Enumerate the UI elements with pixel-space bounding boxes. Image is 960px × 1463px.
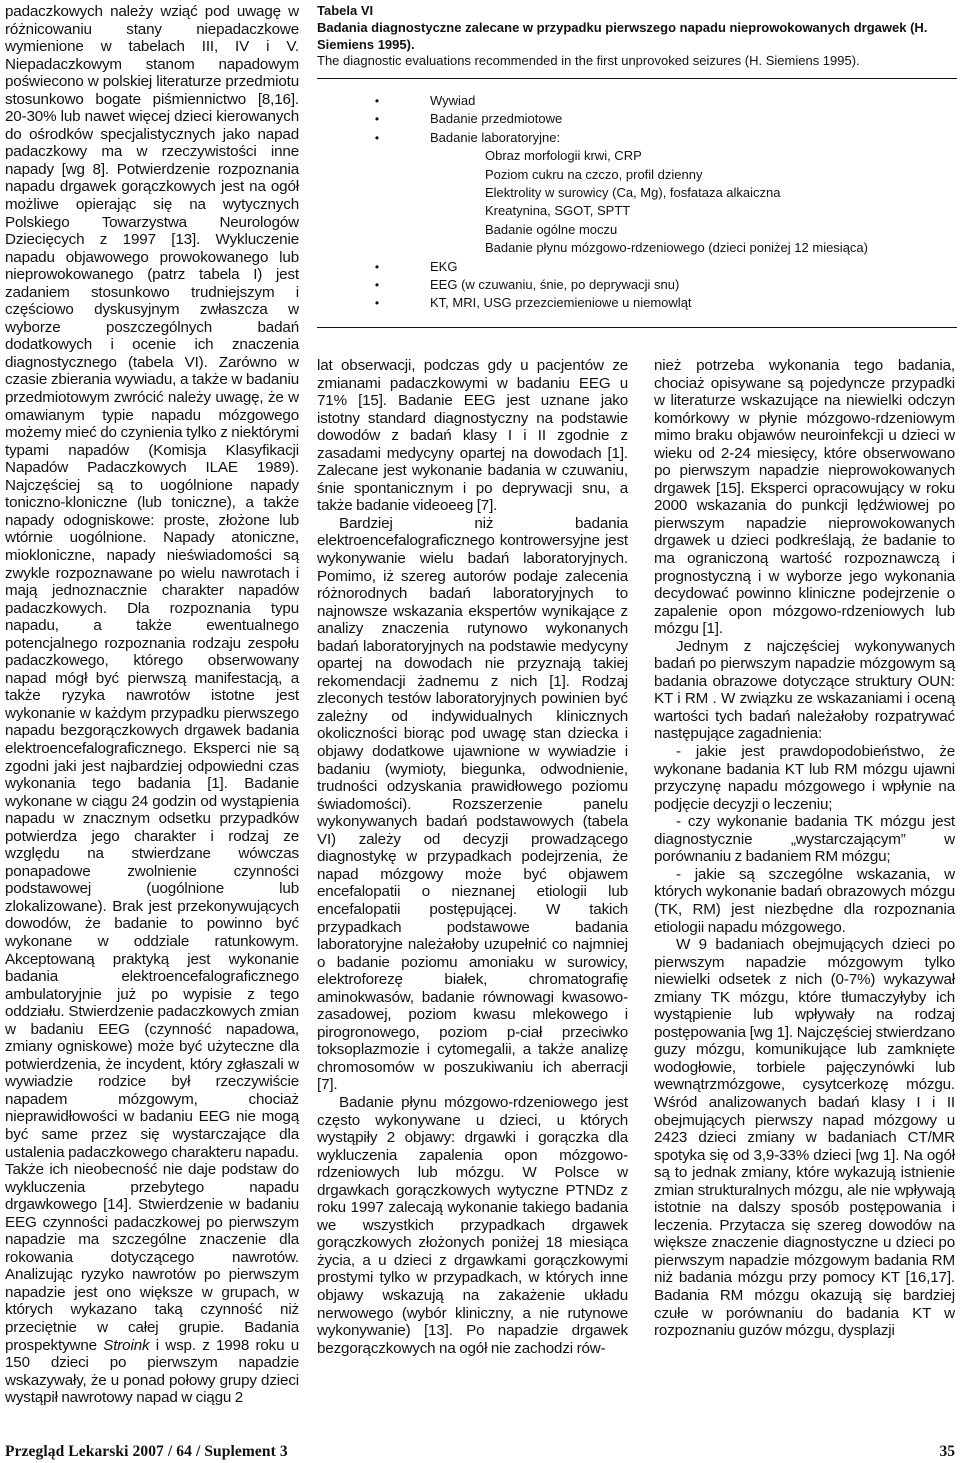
middle-text-column xyxy=(317,357,628,1357)
table-item-label: KT, MRI, USG przezciemieniowe u niemowląt xyxy=(430,295,692,311)
mid-paragraph-2: Bardziej niż badania elektroencefalograficznego kontrowersyjne jest wykonywanie wielu badań laboratoryjnych. Pomimo, iż szereg autorów podaje zalecenia różnorodnych badań laboratoryjnych to najnowsze wskazania ekspertów wynikające z analizy znaczenia rutynowo wykonanych badań laboratoryjnych na podstawie medycyny opartej na dowodach nie przyznają takiej rekomendacji żadnemu z nich [1]. Rodzaj zleconych testów laboratoryjnych powinien być zależny od indywidualnych klinicznych okoliczności biorąc pod uwagę stan dziecka i objawy dodatkowe ujawnione w wywiadzie i badaniu (wymioty, biegunka, odwodnienie, trudności odzyskania prawidłowego poziomu świadomości). Rozszerzenie panelu wykonywanych badań podstawowych (tabela VI) zależy od decyzji prowadzącego diagnostykę w przypadkach podejrzenia, że napad mózgowy może być objawem encefalopatii o nieznanej etiologii lub encefalopatii postępującej. W takich przypadkach podstawowe badania laboratoryjne należałoby uzupełnić co najmniej o badanie poziomu amoniaku w surowicy, elektroforezę białek, chromatografię aminokwasów, badanie równowagi kwasowo-zasadowej, poziom kwasu mlekowego i pirogronowego, poziom p-ciał przeciwko toksoplazmozie i cytomegalii, a także analizę chromosomów w poszukiwaniu ich aberracji [7]. xyxy=(317,514,628,1094)
table-title-english: The diagnostic evaluations recommended in the first unprovoked seizures (H. Siemiens 1995). xyxy=(317,53,860,68)
bullet-icon: • xyxy=(374,112,380,127)
table-item-label: EEG (w czuwaniu, śnie, po deprywacji snu) xyxy=(430,276,680,292)
mid-paragraph-3: Badanie płynu mózgowo-rdzeniowego jest często wykonywane u dzieci, u których wystąpiły 2 objawy: drgawki i gorączka dla wykluczenia zapalenia opon mózgowo-rdzeniowych lub mózgu. W Polsce w drgawkach gorączkowych wytyczne PTNDz z roku 1997 zalecają wykonanie takiego badania we wszystkich przypadkach drgawek gorączkowych złożonych poniżej 18 miesiąca życia, a u dzieci z drgawkami gorączkowymi prostymi tylko w przypadkach, w których inne objawy wskazują na zakażenie układu nerwowego (wybór kliniczny, a nie rutynowe wykonywanie) [13]. Po napadzie drgawek bezgorączkowych na ogół nie zachodzi rów- xyxy=(317,1093,628,1357)
table-top-rule xyxy=(317,78,957,79)
right-paragraph-3: W 9 badaniach obejmujących dzieci po pierwszym napadzie mózgowym tylko niewielki odsetek z nich (0-7%) wykazywał zmiany TK mózgu, które tłumaczyłyby ich wystąpienie lub wpływały na rodzaj postępowania [wg 1]. Najczęściej stwierdzano guzy mózgu, komunikujące lub zamknięte wodogłowie, torbiele pajęczynówki lub wewnątrzmózgowe, cysytcerkozę mózgu. Wśród analizowanych badań klasy I i II obejmujących pierwszy napad mózgowy u 2423 dzieci zmiany w badaniach CT/MR spotyka się od 3,9-33% dzieci [wg 1]. Na ogół są to jednak zmiany, które wykazują istnienie zmian strukturalnych mózgu, ale nie wpływają istotnie na dalszy sposób postępowania i leczenia. Przytacza się szereg dowodów na większe znaczenie diagnostyczne u dzieci po pierwszym napadzie mózgowym badania RM niż badania mózgu przy pomocy KT [16,17]. Badania RM mózgu okazują się bardziej czułe w porównaniu do badania KT w rozpoznaniu guzów mózgu, dysplazji xyxy=(654,936,955,1340)
table-item xyxy=(372,276,952,294)
table-subitem: Kreatynina, SGOT, SPTT xyxy=(485,203,631,219)
bullet-icon: • xyxy=(374,259,380,274)
right-paragraph-2: Jednym z najczęściej wykonywanych badań po pierwszym napadzie mózgowym są badania obrazowe dotyczące struktury OUN: KT i RM . W związku ze wskazaniami i oceną wartości tych badań należałoby rozpatrywać następujące zagadnienia: xyxy=(654,637,955,743)
bullet-icon: • xyxy=(374,277,380,292)
left-paragraph-1 xyxy=(5,3,299,1407)
table-item-label: Wywiad xyxy=(430,93,476,108)
question-item-1: - jakie jest prawdopodobieństwo, że wykonane badania KT lub RM mózgu ujawni przyczynę napadu mózgowego i wpłynie na podjęcie decyzji o leczeniu; xyxy=(654,743,955,813)
table-label: Tabela VI xyxy=(317,3,374,18)
table-subitem: Obraz morfologii krwi, CRP xyxy=(485,148,642,164)
table-item-label: Badanie laboratoryjne: xyxy=(430,129,561,145)
table-item xyxy=(372,129,952,147)
table-bottom-rule xyxy=(317,327,957,328)
table-vi xyxy=(317,3,957,343)
right-text-column xyxy=(654,357,955,1340)
right-paragraph-1: nież potrzeba wykonania tego badania, chociaż opisywane są pojedyncze przypadki w literaturze wskazujące na niewielki odczyn komórkowy w płynie mózgowo-rdzeniowym mimo braku objawów neuroinfekcji u dzieci w wieku od 2-24 miesięcy, które obserwowano po pierwszym napadzie nieprowokowanych drgawek [15]. Eksperci opracowujący w roku 2000 wskazania do punkcji lędźwiowej po pierwszym napadzie nieprowokowanych drgawek u dzieci podkreślają, że badanie to ma ograniczoną wartość rozpoznawczą i prognostyczną i w wyborze jego wykonania decydować powinno kliniczne podejrzenie o zapalenie opon mózgowo-rdzeniowych lub mózgu [1]. xyxy=(654,357,955,638)
left-paragraph-1-tail: i wsp. z 1998 roku u 150 dzieci po pierwszym napadzie wskazywały, że u ponad połowy grupy dzieci wystąpił nawrotowy napad w ciągu 2 xyxy=(5,1336,299,1407)
journal-footer: Przegląd Lekarski 2007 / 64 / Suplement 3 xyxy=(5,1443,288,1460)
bullet-icon: • xyxy=(374,296,380,311)
table-subitem: Badanie ogólne moczu xyxy=(485,221,618,237)
author-name-italic: Stroink xyxy=(103,1336,150,1354)
question-item-2: - czy wykonanie badania TK mózgu jest diagnostycznie „wystarczającym” w porównaniu z badaniem RM mózgu; xyxy=(654,813,955,866)
left-text-column xyxy=(5,3,299,1407)
table-subitem: Elektrolity w surowicy (Ca, Mg), fosfataza alkaiczna xyxy=(485,184,781,200)
bullet-icon: • xyxy=(374,130,380,145)
table-title-polish: Badania diagnostyczne zalecane w przypadku pierwszego napadu nieprowokowanych drgawek (H. Siemiens 1995). xyxy=(317,20,928,52)
table-items-list xyxy=(372,92,952,313)
table-item-label: EKG xyxy=(430,258,458,274)
table-item-label: Badanie przedmiotowe xyxy=(430,111,563,127)
table-item xyxy=(372,294,952,312)
left-paragraph-1-text: padaczkowych należy wziąć pod uwagę w różnicowaniu stany niepadaczkowe wymienione w tabelach III, IV i V. Niepadaczkowym stanom napadowym poświecono w polskiej literaturze przedmiotu stosunkowo bogate piśmiennictwo [8,16]. 20-30% lub nawet więcej dzieci kierowanych do ośrodków specjalistycznych jako napad padaczkowy ma w rzeczywistości inne napady [wg 8]. Potwierdzenie rozpoznania napadu drgawek gorączkowych jest na ogół możliwe opierając się na wytycznych Polskiego Towarzystwa Neurologów Dziecięcych z 1997 [13]. Wykluczenie napadu objawowego prowokowanego lub nieprowokowanego (patrz tabela I) jest zadaniem stosunkowo trudniejszym i częściowo dyskusyjnym zwłaszcza w wyborze poszczególnych badań dodatkowych i ocenie ich znaczenia diagnostycznego (tabela VI). Zarówno w czasie zbierania wywiadu, a także w badaniu przedmiotowym zwrócić należy uwagę, że w omawianym typie napadu mózgowego możemy mieć do czynienia tylko z niektórymi typami napadów (Komisja Klasyfikacji Napadów Padaczkowych ILAE 1989). Najczęściej są to uogólnione napady toniczno-kloniczne (lub toniczne), a także napady odogniskowe: proste, złożone lub wtórnie uogólnione. Napady atoniczne, miokloniczne, napady nieświadomości są zwykle rozpoznawane po wielu nawrotach i mają jednoznacznie charakter napadów padaczkowych. Dla rozpoznania typu napadu, a także ewentualnego potencjalnego rozpoznania rodzaju zespołu padaczkowego, którego obserwowany napad mógł być pierwszą manifestacją, a także ryzyka nawrotów istotne jest wykonanie w każdym przypadku pierwszego napadu bezgorączkowych drgawek badania elektroencefalograficznego. Eksperci nie są zgodni jaki jest najbardziej odpowiedni czas wykonania tego badania [1]. Badanie wykonane w ciągu 24 godzin od wystąpienia napadu w znacznym odsetku przypadków potwierdza jego charakter i rodzaj ze względu na stwierdzane wówczas ponapadowe zwolnienie czynności podstawowej (uogólnione lub zlokalizowane). Brak jest przekonywujących dowodów, że badanie to powinno być wykonane w oddziale ratunkowym. Akceptowaną praktyką jest wykonanie badania elektroencefalograficznego ambulatoryjnie już po wypisie z tego oddziału. Stwierdzenie padaczkowych zmian w badaniu EEG (czynność napadowa, zmiany ogniskowe) może być użyteczne dla potwierdzenia, że incydent, który zgłaszali w wywiadzie rodzice był rzeczywiście napadem mózgowym, chociaż nieprawidłowości w badaniu EEG nie mogą być same przez się wystarczające dla ustalenia padaczkowego charakteru napadu. Także ich nieobecność nie daje podstaw do wykluczenia przebytego napadu drgawkowego [14]. Stwierdzenie w badaniu EEG czynności padaczkowej po pierwszym napadzie ma szczególne znaczenie dla rokowania dotyczącego nawrotów. Analizując ryzyko nawrotów po pierwszym napadzie jest ono większe w grupach, w których wykazano taką czynność niż przeciętnie w całej grupie. Badania prospektywne xyxy=(5,3,299,1354)
table-subitem: Badanie płynu mózgowo-rdzeniowego (dzieci poniżej 12 miesiąca) xyxy=(485,240,868,256)
bullet-icon: • xyxy=(374,94,380,108)
table-item xyxy=(372,92,952,110)
page-number: 35 xyxy=(939,1443,955,1460)
question-item-3: - jakie są szczególne wskazania, w których wykonanie badań obrazowych mózgu (TK, RM) jest niezbędne dla rozpoznania etiologii napadu mózgowego. xyxy=(654,865,955,936)
table-subitem: Poziom cukru na czczo, profil dzienny xyxy=(485,166,703,182)
table-item xyxy=(372,258,952,276)
mid-paragraph-1: lat obserwacji, podczas gdy u pacjentów ze zmianami padaczkowymi w badaniu EEG u 71% [15]. Badanie EEG jest uznane jako istotny standard diagnostyczny na podstawie dowodów z badań klasy I i II zgodnie z zasadami medycyny opartej na dowodach [1]. Zalecane jest wykonanie badania w czuwaniu, śnie spontanicznym i po deprywacji snu, a także badanie videoeeg [7]. xyxy=(317,357,628,515)
table-item xyxy=(372,110,952,128)
